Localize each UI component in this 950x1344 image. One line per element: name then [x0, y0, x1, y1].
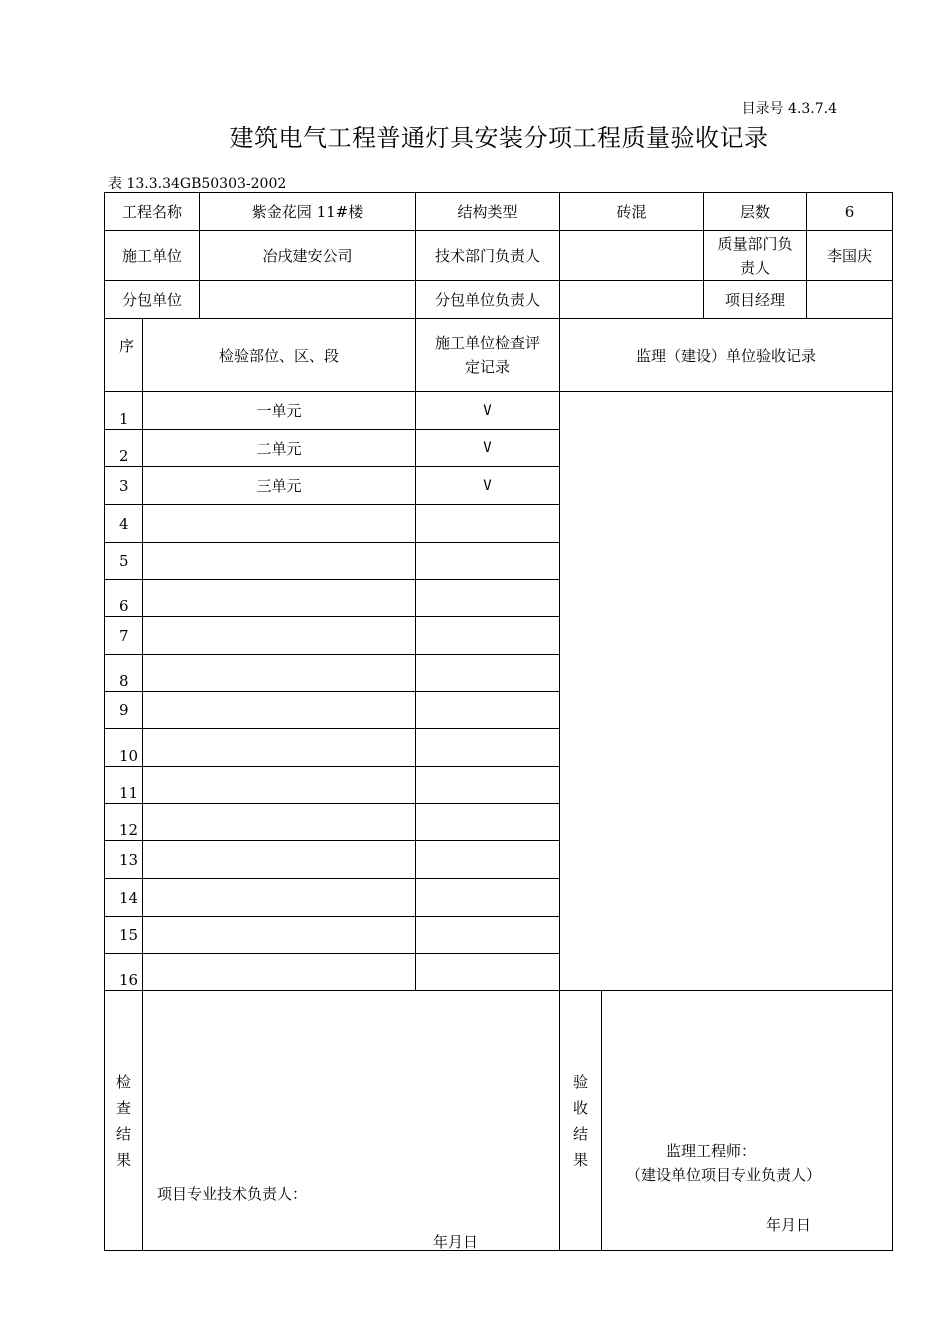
- tech-responsible-label: 项目专业技术负责人：: [157, 1185, 308, 1203]
- row-number: 14: [105, 879, 143, 917]
- supervision-header: 监理（建设）单位验收记录: [560, 319, 893, 392]
- acceptance-result-area: [602, 991, 893, 1251]
- result-row: [105, 991, 893, 1251]
- quality-head-label: [704, 231, 807, 281]
- project-name-label: 工程名称: [105, 193, 200, 231]
- self-check-header-line2: 定记录: [465, 358, 511, 376]
- column-header-row: [105, 319, 893, 392]
- floors-value: 6: [807, 193, 893, 231]
- row-check-mark: [416, 729, 560, 767]
- tech-responsible-date: 年月日: [433, 1233, 479, 1251]
- row-check-mark: V: [416, 467, 560, 505]
- row-number: 1: [105, 392, 143, 430]
- row-number: 15: [105, 917, 143, 954]
- row-check-mark: [416, 879, 560, 917]
- row-check-mark: [416, 617, 560, 655]
- row-location: [143, 879, 416, 917]
- page-title: 建筑电气工程普通灯具安装分项工程质量验收记录: [229, 124, 769, 152]
- row-location: [143, 580, 416, 617]
- row-check-mark: V: [416, 392, 560, 430]
- acceptance-result-char: 验: [573, 1072, 589, 1091]
- supervision-engineer-label: 监理工程师：: [666, 1142, 757, 1160]
- check-result-label: [105, 991, 143, 1251]
- row-number: 7: [105, 617, 143, 655]
- row-location: [143, 804, 416, 841]
- row-check-mark: [416, 580, 560, 617]
- row-location: 一单元: [143, 392, 416, 430]
- form-number: 表 13.3.34GB50303-2002: [108, 176, 287, 192]
- row-location: [143, 954, 416, 991]
- row-check-mark: [416, 804, 560, 841]
- row-location: [143, 692, 416, 729]
- floors-label: 层数: [704, 193, 807, 231]
- row-check-mark: [416, 767, 560, 804]
- construction-unit-value: 冶戌建安公司: [200, 231, 416, 281]
- check-result-area: [143, 991, 560, 1251]
- row-number: 8: [105, 655, 143, 692]
- row-location: [143, 617, 416, 655]
- row-number: 9: [105, 692, 143, 729]
- row-number: 13: [105, 841, 143, 879]
- row-number: 12: [105, 804, 143, 841]
- self-check-header: [416, 319, 560, 392]
- quality-head-label-line1: 质量部门负: [717, 234, 793, 253]
- row-number: 5: [105, 543, 143, 580]
- row-number: 11: [105, 767, 143, 804]
- check-result-char: 检: [115, 1072, 131, 1091]
- row-check-mark: [416, 655, 560, 692]
- row-check-mark: V: [416, 430, 560, 467]
- check-result-char: 果: [115, 1150, 131, 1169]
- sub-head-label: 分包单位负责人: [416, 281, 560, 319]
- row-location: 二单元: [143, 430, 416, 467]
- row-location: [143, 543, 416, 580]
- structure-type-label: 结构类型: [416, 193, 560, 231]
- header-row-project: [105, 193, 893, 231]
- pm-value: [807, 281, 893, 319]
- table-row: [105, 392, 893, 430]
- catalog-number: 目录号 4.3.7.4: [741, 101, 837, 117]
- row-location: [143, 767, 416, 804]
- row-location: 三单元: [143, 467, 416, 505]
- row-check-mark: [416, 954, 560, 991]
- row-check-mark: [416, 841, 560, 879]
- location-header: 检验部位、区、段: [143, 319, 416, 392]
- check-result-char: 结: [115, 1124, 131, 1143]
- seq-header: 序: [105, 319, 143, 392]
- row-location: [143, 505, 416, 543]
- quality-head-label-line2: 责人: [740, 258, 771, 277]
- project-name-value: 紫金花园 11#楼: [200, 193, 416, 231]
- construction-unit-label: 施工单位: [105, 231, 200, 281]
- row-number: 16: [105, 954, 143, 991]
- tech-head-label: 技术部门负责人: [416, 231, 560, 281]
- row-location: [143, 841, 416, 879]
- header-row-subcontractor: [105, 281, 893, 319]
- row-number: 4: [105, 505, 143, 543]
- quality-head-value: 李国庆: [807, 231, 893, 281]
- row-check-mark: [416, 917, 560, 954]
- subcontractor-value: [200, 281, 416, 319]
- acceptance-result-char: 结: [573, 1124, 589, 1143]
- row-number: 10: [105, 729, 143, 767]
- inspection-record-table: [104, 192, 893, 1251]
- row-location: [143, 917, 416, 954]
- check-result-char: 查: [115, 1098, 131, 1117]
- construction-unit-responsible-label: （建设单位项目专业负责人）: [626, 1166, 822, 1184]
- pm-label: 项目经理: [704, 281, 807, 319]
- sub-head-value: [560, 281, 704, 319]
- structure-type-value: 砖混: [560, 193, 704, 231]
- row-location: [143, 729, 416, 767]
- tech-head-value: [560, 231, 704, 281]
- row-number: 3: [105, 467, 143, 505]
- row-location: [143, 655, 416, 692]
- subcontractor-label: 分包单位: [105, 281, 200, 319]
- acceptance-result-label: [560, 991, 602, 1251]
- acceptance-result-char: 收: [573, 1098, 589, 1117]
- row-number: 6: [105, 580, 143, 617]
- supervision-record-area: [560, 392, 893, 991]
- row-check-mark: [416, 543, 560, 580]
- self-check-header-line1: 施工单位检查评: [435, 334, 541, 352]
- acceptance-date: 年月日: [766, 1216, 812, 1234]
- header-row-construction: [105, 231, 893, 281]
- acceptance-result-char: 果: [573, 1150, 589, 1169]
- row-check-mark: [416, 505, 560, 543]
- row-check-mark: [416, 692, 560, 729]
- row-number: 2: [105, 430, 143, 467]
